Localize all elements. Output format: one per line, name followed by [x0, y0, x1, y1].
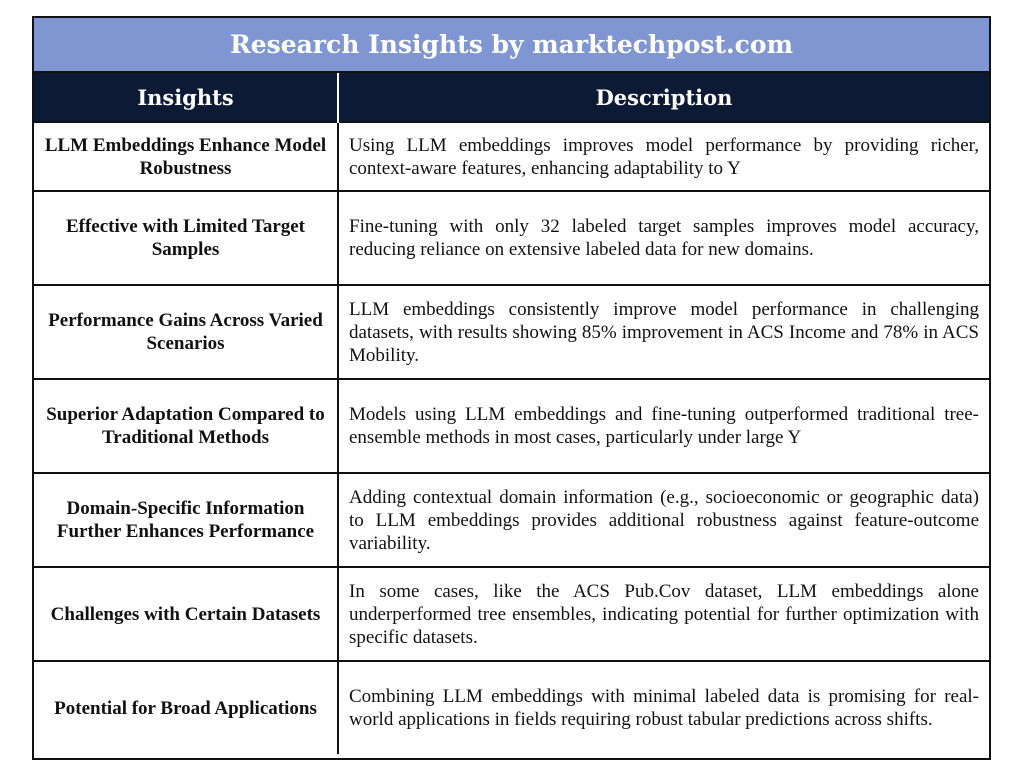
description-cell: LLM embeddings consistently improve model performance in challenging datasets, with results showing 85% improvement in ACS Income and 78% in ACS Mobility. — [338, 285, 989, 379]
description-column-header: Description — [338, 73, 989, 122]
table-row — [34, 285, 989, 379]
header-row — [34, 73, 989, 122]
description-cell: Models using LLM embeddings and fine-tuning outperformed traditional tree-ensemble methods in most cases, particularly under large Y — [338, 379, 989, 473]
table-row — [34, 379, 989, 473]
table-row — [34, 122, 989, 191]
insight-cell: Domain-Specific Information Further Enhances Performance — [34, 473, 338, 567]
insight-cell: Effective with Limited Target Samples — [34, 191, 338, 285]
table-row — [34, 661, 989, 754]
insights-table — [34, 73, 989, 754]
insight-cell: Superior Adaptation Compared to Traditional Methods — [34, 379, 338, 473]
description-cell: Adding contextual domain information (e.g., socioeconomic or geographic data) to LLM embeddings provides additional robustness against feature-outcome variability. — [338, 473, 989, 567]
table-row — [34, 191, 989, 285]
insight-cell: Challenges with Certain Datasets — [34, 567, 338, 661]
table-title: Research Insights by marktechpost.com — [34, 18, 989, 73]
description-cell: Using LLM embeddings improves model performance by providing richer, context-aware features, enhancing adaptability to Y — [338, 122, 989, 191]
description-cell: In some cases, like the ACS Pub.Cov dataset, LLM embeddings alone underperformed tree ensembles, indicating potential for further optimization with specific datasets. — [338, 567, 989, 661]
table-row — [34, 473, 989, 567]
insight-cell: Potential for Broad Applications — [34, 661, 338, 754]
description-cell: Combining LLM embeddings with minimal labeled data is promising for real-world applications in fields requiring robust tabular predictions across shifts. — [338, 661, 989, 754]
insights-table-frame — [32, 16, 991, 760]
insight-cell: Performance Gains Across Varied Scenarios — [34, 285, 338, 379]
table-row — [34, 567, 989, 661]
insight-cell: LLM Embeddings Enhance Model Robustness — [34, 122, 338, 191]
insights-column-header: Insights — [34, 73, 338, 122]
description-cell: Fine-tuning with only 32 labeled target samples improves model accuracy, reducing reliance on extensive labeled data for new domains. — [338, 191, 989, 285]
